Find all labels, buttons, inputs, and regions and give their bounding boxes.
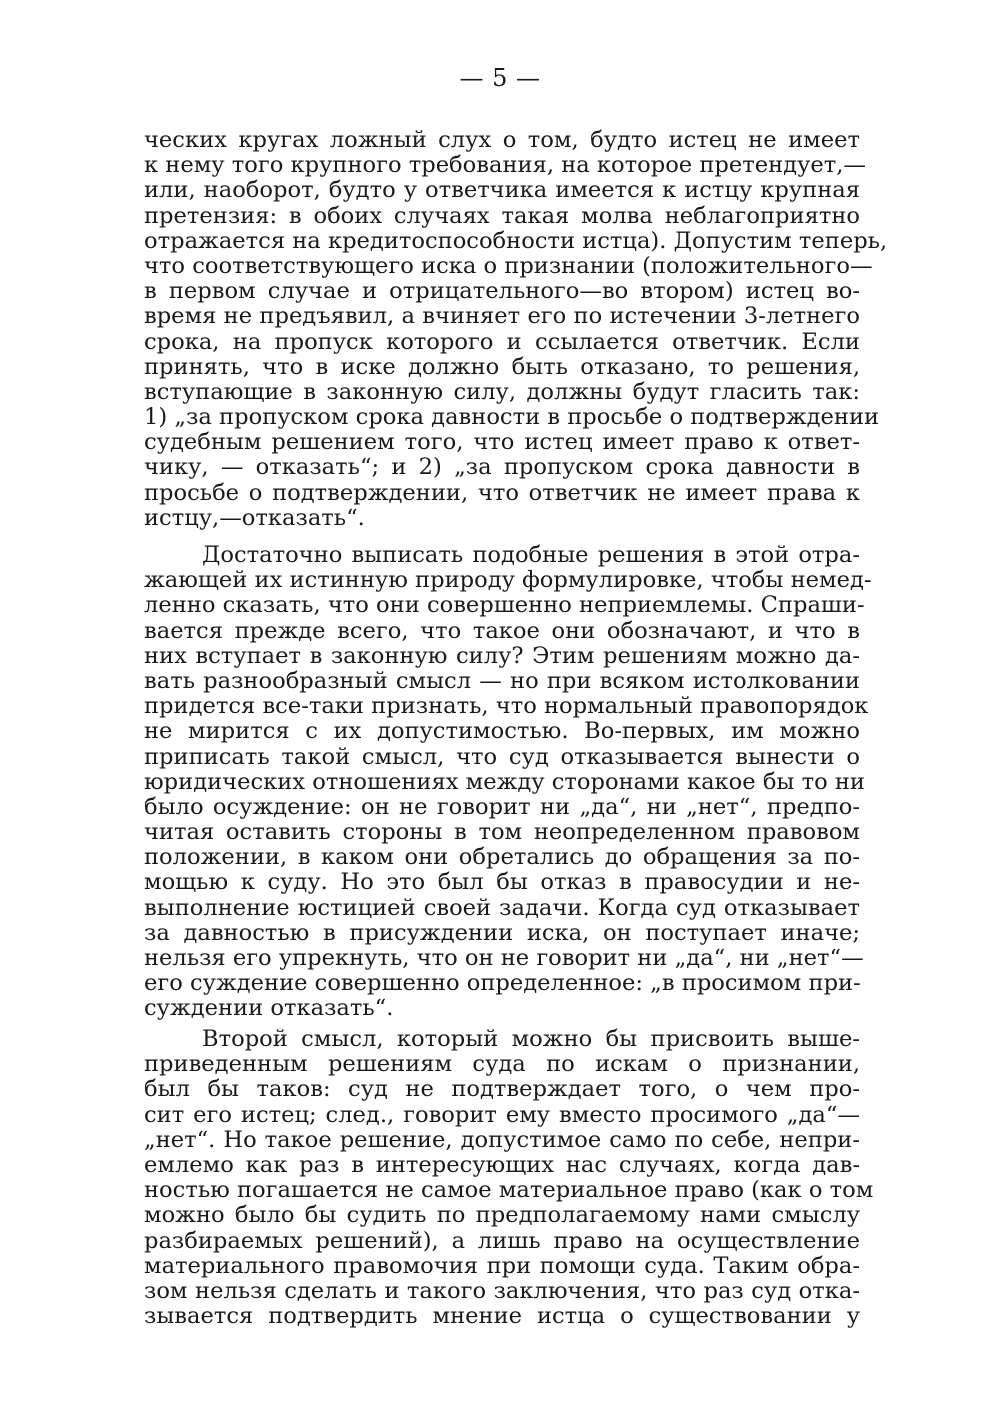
text-line: Достаточно выписать подобные решения в этой отра-	[202, 542, 860, 568]
text-line: нельзя его упрекнуть, что он не говорит ни „да“, ни „нет“—	[144, 945, 864, 971]
text-line: вать разнообразный смысл — но при всяком истолковании	[144, 667, 860, 694]
text-line: в первом случае и отрицательного—во втором) истец во-	[144, 278, 860, 305]
text-line: вается прежде всего, что такое они обозначают, и что в	[144, 617, 860, 644]
text-line: приведенным решениям суда по искам о признании,	[144, 1051, 860, 1078]
text-line: его суждение совершенно определенное: „в просимом при-	[144, 970, 861, 997]
text-line: за давностью в присуждении иска, он поступает иначе;	[144, 919, 860, 946]
text-line: материального правомочия при помощи суда. Таким обра-	[144, 1252, 860, 1279]
text-line: Второй смысл, который можно бы присвоить выше-	[202, 1026, 860, 1052]
text-line: ностью погашается не самое материальное право (как о том	[144, 1177, 874, 1204]
text-line: было осуждение: он не говорит ни „да“, ни „нет“, предпо-	[144, 793, 860, 820]
text-line: что соответствующего иска о признании (положительного—	[144, 252, 873, 279]
text-line: разбираемых решений), а лишь право на осуществление	[144, 1227, 860, 1254]
text-line: срока, на пропуск которого и ссылается ответчик. Если	[144, 328, 860, 355]
text-line: вступающие в законную силу, должны будут гласить так:	[144, 378, 860, 405]
text-line: выполнение юстицией своей задачи. Когда суд отказывает	[144, 894, 860, 921]
paragraph-1	[144, 127, 888, 531]
text-line: зывается подтвердить мнение истца о существовании у	[144, 1303, 860, 1330]
text-line: ческих кругах ложный слух о том, будто истец не имеет	[144, 127, 860, 153]
text-line: емлемо как раз в интересующих нас случаях, когда дав-	[144, 1151, 860, 1178]
text-line: принять, что в иске должно быть отказано, то решения,	[144, 353, 860, 380]
text-line: просьбе о подтверждении, что ответчик не имеет права к	[144, 479, 860, 506]
text-line: истцу,—отказать“.	[144, 504, 365, 531]
text-line: не мирится с их допустимостью. Во-первых, им можно	[144, 718, 860, 745]
text-line: к нему того крупного требования, на которое претендует,—	[144, 152, 867, 179]
text-line: суждении отказать“.	[144, 995, 394, 1022]
text-line: или, наоборот, будто у ответчика имеется к истцу крупная	[144, 177, 860, 204]
text-line: положении, в каком они обретались до обращения за по-	[144, 844, 860, 871]
text-line: 1) „за пропуском срока давности в просьбе о подтверждении	[144, 404, 880, 431]
text-line: жающей их истинную природу формулировке, чтобы немед-	[144, 567, 872, 594]
text-line: зом нельзя сделать и такого заключения, что раз суд отка-	[144, 1277, 860, 1304]
text-line: претензия: в обоих случаях такая молва неблагоприятно	[144, 202, 860, 229]
page-number: — 5 —	[459, 64, 541, 92]
text-line: судебным решением того, что истец имеет право к ответ-	[144, 429, 860, 456]
text-line: ленно сказать, что они совершенно неприемлемы. Спраши-	[144, 592, 865, 619]
text-line: них вступает в законную силу? Этим решениям можно да-	[144, 642, 860, 669]
text-line: время не предъявил, а вчиняет его по истечении 3-летнего	[144, 303, 860, 330]
text-line: отражается на кредитоспособности истца). Допустим теперь,	[144, 227, 888, 254]
text-line: придется все-таки признать, что нормальный правопорядок	[144, 693, 869, 720]
text-line: юридических отношениях между сторонами какое бы то ни	[144, 768, 865, 795]
paragraph-2	[144, 542, 872, 1022]
text-line: „нет“. Но такое решение, допустимое само по себе, непри-	[144, 1126, 860, 1153]
text-line: читая оставить стороны в том неопределенном правовом	[144, 819, 860, 846]
text-line: был бы таков: суд не подтверждает того, о чем про-	[144, 1076, 860, 1103]
paragraph-3	[144, 1026, 874, 1330]
text-line: приписать такой смысл, что суд отказывается вынести о	[144, 743, 860, 770]
text-line: сит его истец; след., говорит ему вместо просимого „да“—	[144, 1101, 860, 1128]
text-line: можно было бы судить по предполагаемому нами смыслу	[144, 1202, 860, 1229]
text-line: чику, — отказать“; и 2) „за пропуском срока давности в	[144, 454, 860, 481]
text-line: мощью к суду. Но это был бы отказ в правосудии и не-	[144, 869, 860, 896]
